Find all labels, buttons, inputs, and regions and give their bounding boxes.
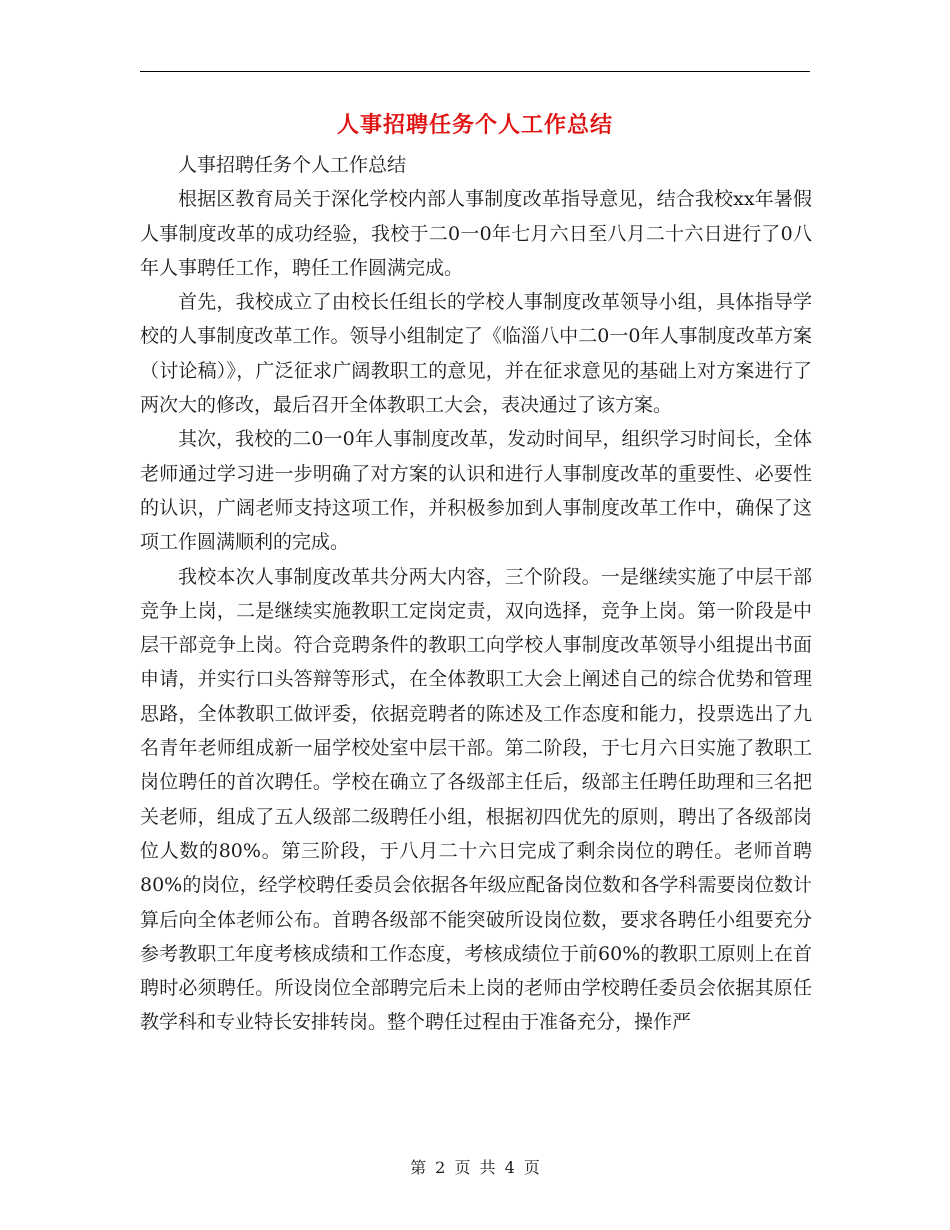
paragraph-subtitle: 人事招聘任务个人工作总结 [178,154,407,176]
paragraph: 我校本次人事制度改革共分两大内容，三个阶段。一是继续实施了中层干部竞争上岗，二是继续实施教职工定岗定责，双向选择，竞争上岗。第一阶段是中层干部竞争上岗。符合竞聘条件的教职工向学校人事制度改革领导小组提出书面申请，并实行口头答辩等形式，在全体教职工大会上阐述自己的综合优势和管理思路，全体教职工做评委，依据竞聘者的陈述及工作态度和能力，投票选出了九名青年老师组成新一届学校处室中层干部。第二阶段，于七月六日实施了教职工岗位聘任的首次聘任。学校在确立了各级部主任后，级部主任聘任助理和三名把关老师，组成了五人级部二级聘任小组，根据初四优先的原则，聘出了各级部岗位人数的80%。第三阶段，于八月二十六日完成了剩余岗位的聘任。老师首聘80%的岗位，经学校聘任委员会依据各年级应配备岗位数和各学科需要岗位数计算后向全体老师公布。首聘各级部不能突破所设岗位数，要求各聘任小组要充分参考教职工年度考核成绩和工作态度，考核成绩位于前60%的教职工原则上在首聘时必须聘任。所设岗位全部聘完后未上岗的老师由学校聘任委员会依据其原任教学科和专业特长安排转岗。整个聘任过程由于准备充分，操作严 [140,565,812,1034]
paragraph: 首先，我校成立了由校长任组长的学校人事制度改革领导小组，具体指导学校的人事制度改革工作。领导小组制定了《临淄八中二0一0年人事制度改革方案（讨论稿）》，广泛征求广阔教职工的意见，并在征求意见的基础上对方案进行了两次大的修改，最后召开全体教职工大会，表决通过了该方案。 [140,291,812,417]
document-body [140,148,812,1040]
header-rule [140,71,810,72]
page-number: 第 2 页 共 4 页 [410,1158,540,1177]
paragraph: 其次，我校的二0一0年人事制度改革，发动时间早，组织学习时间长，全体老师通过学习进一步明确了对方案的认识和进行人事制度改革的重要性、必要性的认识，广阔老师支持这项工作，并积极参加到人事制度改革工作中，确保了这项工作圆满顺利的完成。 [140,428,812,554]
paragraph: 根据区教育局关于深化学校内部人事制度改革指导意见，结合我校xx年暑假人事制度改革的成功经验，我校于二0一0年七月六日至八月二十六日进行了0八年人事聘任工作，聘任工作圆满完成。 [140,188,812,279]
document-title: 人事招聘任务个人工作总结 [336,112,613,138]
